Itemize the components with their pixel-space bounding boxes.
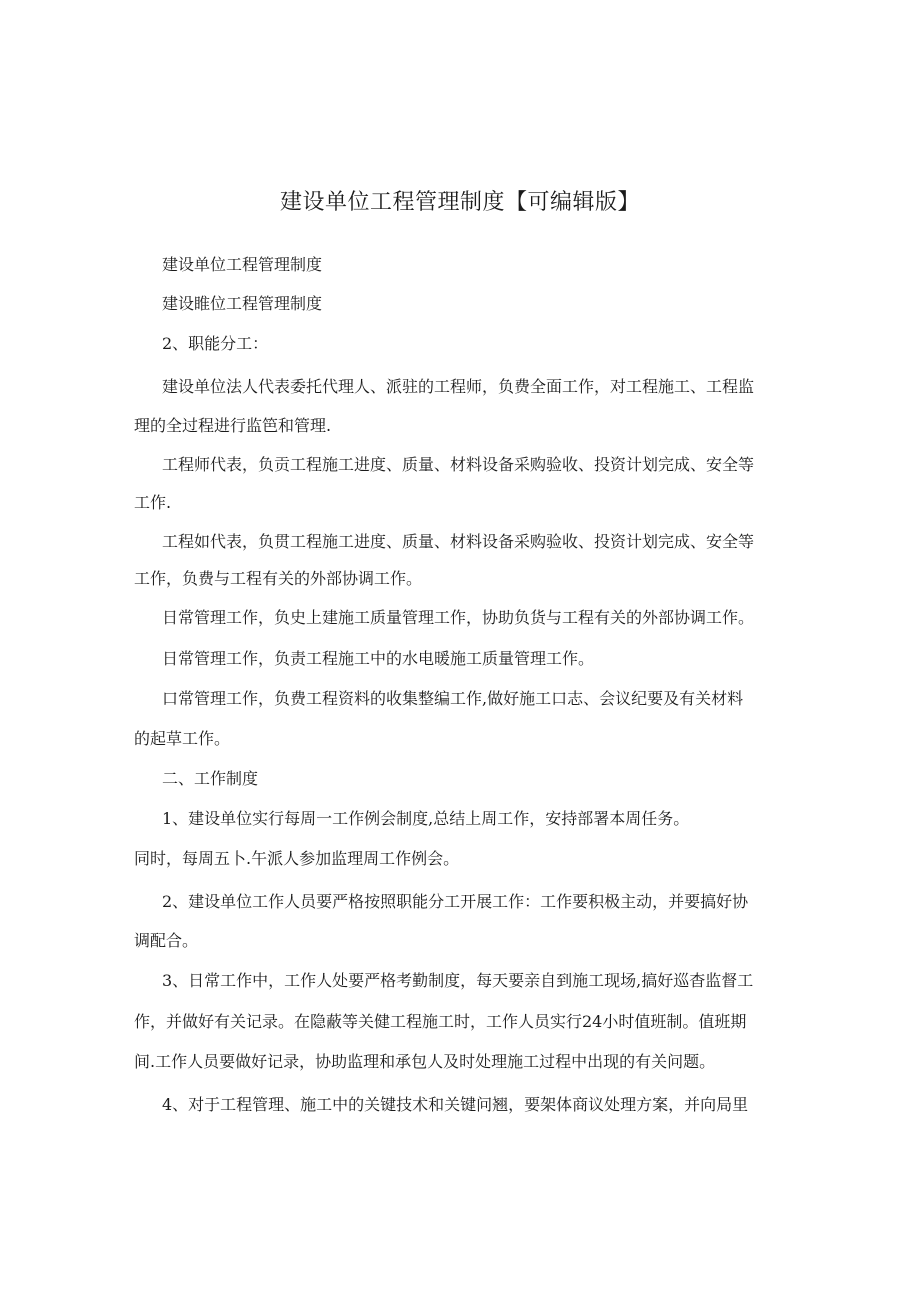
text-line: 2、职能分工： (162, 334, 269, 353)
section-heading: 二、工作制度 (162, 769, 259, 788)
text-line: 4、对于工程管理、施工中的关键技术和关键问翘，要架体商议处理方案，并向局里 (162, 1095, 749, 1114)
text-line: 1、建设单位实行每周一工作例会制度,总结上周工作，安持部署本周任务。 (162, 809, 690, 828)
text-line: 间.工作人员要做好记录，协助监理和承包人及时处理施工过程中出现的有关问题。 (134, 1052, 716, 1071)
text-line: 作，并做好有关记录。在隐蔽等关健工程施工时，工作人员实行24小时值班制。值班期 (134, 1012, 747, 1031)
text-line: 的起草工作。 (134, 729, 231, 748)
text-line: 建设单位工程管理制度 (162, 255, 323, 274)
text-line: 2、建设单位工作人员要严格按照职能分工开展工作：工作要积极主动，并要搞好协 (162, 892, 749, 911)
text-line: 建设睢位工程管理制度 (162, 294, 323, 313)
text-line: 3、日常工作中，工作人处要严格考勤制度，每天要亲自到施工现场,搞好巡杳监督工 (162, 971, 754, 990)
text-line: 日常管理工作，负史上建施工质量管理工作，协助负货与工程有关的外部协调工作。 (162, 608, 755, 627)
text-line: 工作，负费与工程有关的外部协调工作。 (134, 569, 423, 588)
text-line: 调配合。 (134, 931, 199, 950)
text-line: 工程如代表，负贯工程施工进度、质量、材料设备采购验收、投资计划完成、安全等 (162, 532, 755, 551)
text-line: 理的全过程进行监笆和管理. (134, 416, 332, 435)
text-line: 工程师代表，负贡工程施工进度、质量、材料设备采购验收、投资计划完成、安全等 (162, 455, 755, 474)
text-line: 同时，每周五卜.午派人参加监理周工作例会。 (134, 849, 460, 868)
document-title: 建设单位工程管理制度【可编辑版】 (279, 190, 640, 215)
text-line: 口常管理工作，负费工程资料的收集整编工作,做好施工口志、会议纪要及有关材料 (162, 689, 744, 708)
text-line: 工作. (134, 493, 172, 512)
text-line: 建设单位法人代表委托代理人、派驻的工程师，负费全面工作，对工程施工、工程监 (162, 377, 755, 396)
text-line: 日常管理工作，负责工程施工中的水电暖施工质量管理工作。 (162, 649, 595, 668)
